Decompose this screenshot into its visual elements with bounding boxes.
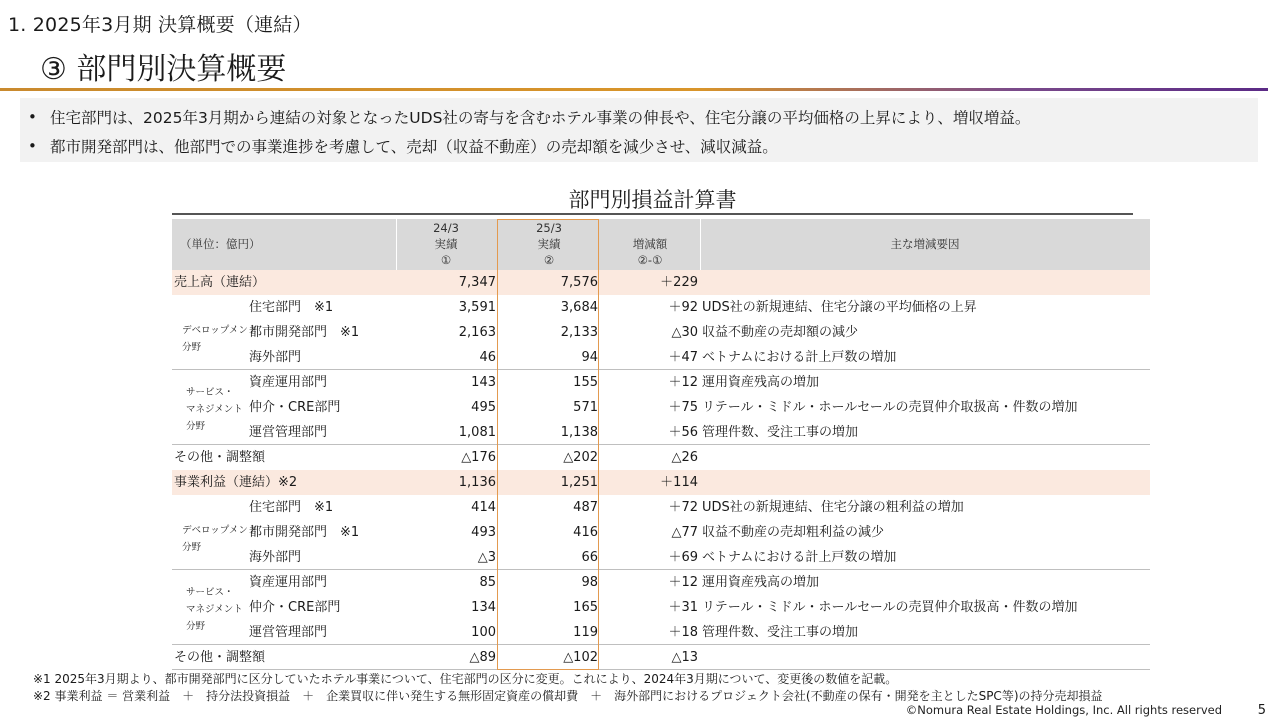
column-header-line: ② (543, 253, 555, 267)
value-diff: ＋47 (668, 350, 698, 365)
factor-text: 管理件数、受注工事の増加 (702, 625, 859, 640)
footnote-2: ※2 事業利益 ＝ 営業利益 ＋ 持分法投資損益 ＋ 企業買収に伴い発生する無形固定資産の償却費 ＋ 海外部門におけるプロジェクト会社(不動産の保有・開発を主としたSPC等)の持分売却損益 (33, 689, 1103, 703)
table-row (172, 320, 1150, 345)
value-2403: △3 (477, 550, 496, 565)
group-label-development (182, 522, 257, 556)
value-2403: 7,347 (458, 275, 496, 290)
row-label: 住宅部門 ※1 (249, 300, 334, 315)
value-2403: 100 (471, 625, 496, 640)
factor-text: リテール・ミドル・ホールセールの売買仲介取扱高・件数の増加 (702, 400, 1078, 415)
value-2503: 94 (581, 350, 598, 365)
value-2503: 165 (573, 600, 598, 615)
row-label: 資産運用部門 (249, 575, 328, 590)
column-header-line: ① (440, 253, 452, 267)
row-label: 運営管理部門 (249, 625, 328, 640)
value-2503: 2,133 (560, 325, 598, 340)
table-row (172, 545, 1150, 570)
column-header-line: 24/3 (433, 221, 459, 235)
group-label-line: サービス・ (186, 387, 234, 398)
row-label: 資産運用部門 (249, 375, 328, 390)
value-diff: △30 (671, 325, 698, 340)
table-row (172, 645, 1150, 670)
factor-text: 収益不動産の売却粗利益の減少 (702, 525, 885, 540)
factor-text: 管理件数、受注工事の増加 (702, 425, 859, 440)
row-label: 住宅部門 ※1 (249, 500, 334, 515)
value-2403: 2,163 (458, 325, 496, 340)
value-2503: 1,251 (560, 475, 598, 490)
footnote-1: ※1 2025年3月期より、都市開発部門に区分していたホテル事業について、住宅部門の区分に変更。これにより、2024年3月期について、変更後の数値を記載。 (33, 672, 898, 686)
value-diff: ＋75 (668, 400, 698, 415)
table-header (172, 219, 1150, 270)
row-label: 事業利益（連結）※2 (174, 475, 298, 490)
group-label-line: 分野 (182, 342, 202, 353)
value-2503: 66 (581, 550, 598, 565)
factor-text: リテール・ミドル・ホールセールの売買仲介取扱高・件数の増加 (702, 600, 1078, 615)
bullet-icon: • (28, 136, 37, 155)
value-2503: 571 (573, 400, 598, 415)
title-divider (0, 88, 1268, 91)
row-label: その他・調整額 (174, 450, 266, 465)
group-label-line: デベロップメント (182, 525, 258, 536)
factor-text: UDS社の新規連結、住宅分譲の平均価格の上昇 (702, 300, 977, 315)
value-diff: △77 (671, 525, 698, 540)
factor-text: 収益不動産の売却額の減少 (702, 325, 859, 340)
group-label-line: サービス・ (186, 587, 234, 598)
value-2503: 416 (573, 525, 598, 540)
page-number: 5 (1257, 703, 1266, 718)
value-2403: 1,081 (458, 425, 496, 440)
table-row (172, 570, 1150, 595)
group-label-line: デベロップメント (182, 325, 258, 336)
value-2503: 98 (581, 575, 598, 590)
copyright: ©Nomura Real Estate Holdings, Inc. All rights reserved (905, 703, 1222, 717)
group-label-service (186, 384, 243, 435)
section-label: 1. 2025年3月期 決算概要（連結） (8, 14, 312, 36)
page-title: ③ 部門別決算概要 (40, 52, 287, 87)
value-diff: ＋12 (668, 375, 698, 390)
group-label-line: 分野 (186, 421, 206, 432)
value-2403: 493 (471, 525, 496, 540)
row-label: 海外部門 (249, 350, 302, 365)
group-label-line: マネジメント (186, 404, 243, 415)
row-label: 都市開発部門 ※1 (249, 325, 360, 340)
table-row (172, 370, 1150, 395)
value-2503: △102 (563, 650, 598, 665)
value-diff: △13 (671, 650, 698, 665)
column-header-2403 (394, 220, 498, 268)
table-body (172, 270, 1150, 670)
column-header-line: 実績 (434, 237, 458, 251)
value-diff: ＋92 (668, 300, 698, 315)
summary-text: 住宅部門は、2025年3月期から連結の対象となったUDS社の寄与を含むホテル事業の伸長や、住宅分譲の平均価格の上昇により、増収増益。 (50, 108, 1031, 127)
factor-text: UDS社の新規連結、住宅分譲の粗利益の増加 (702, 500, 964, 515)
value-2403: 3,591 (458, 300, 496, 315)
table-title: 部門別損益計算書 (568, 188, 737, 212)
value-2403: 134 (471, 600, 496, 615)
row-label: 仲介・CRE部門 (249, 400, 341, 415)
value-2403: 1,136 (458, 475, 496, 490)
unit-label: （単位：億円） (180, 237, 261, 251)
row-label: 仲介・CRE部門 (249, 600, 341, 615)
value-2403: 85 (479, 575, 496, 590)
column-header-diff (600, 236, 700, 268)
summary-item (28, 102, 1258, 131)
group-label-line: 分野 (182, 542, 202, 553)
summary-box (20, 98, 1258, 162)
column-header-factors: 主な増減要因 (890, 237, 960, 251)
value-2503: 487 (573, 500, 598, 515)
value-2503: 3,684 (560, 300, 598, 315)
group-label-development (182, 322, 257, 356)
factor-text: ベトナムにおける計上戸数の増加 (702, 350, 897, 365)
value-2403: △89 (469, 650, 496, 665)
column-header-line: 実績 (537, 237, 561, 251)
value-2403: △176 (461, 450, 496, 465)
value-2403: 414 (471, 500, 496, 515)
row-label: 売上高（連結） (174, 275, 266, 290)
value-diff: ＋56 (668, 425, 698, 440)
value-2503: 119 (573, 625, 598, 640)
table-row (172, 395, 1150, 420)
header-divider (700, 219, 701, 270)
table-row (172, 620, 1150, 645)
footnotes (33, 671, 1103, 705)
header-divider (396, 219, 397, 270)
summary-item (28, 131, 1258, 160)
table-total-row (172, 270, 1150, 295)
value-diff: ＋18 (668, 625, 698, 640)
table-row (172, 520, 1150, 545)
column-header-line: 25/3 (536, 221, 562, 235)
table-row (172, 295, 1150, 320)
factor-text: 運用資産残高の増加 (702, 575, 820, 590)
value-diff: ＋69 (668, 550, 698, 565)
table-total-row (172, 470, 1150, 495)
table-row (172, 445, 1150, 470)
factor-text: 運用資産残高の増加 (702, 375, 820, 390)
value-2503: 7,576 (560, 275, 598, 290)
row-label: 運営管理部門 (249, 425, 328, 440)
column-header-line: 増減額 (632, 237, 668, 251)
value-diff: ＋31 (668, 600, 698, 615)
row-label: その他・調整額 (174, 650, 266, 665)
value-2503: 1,138 (560, 425, 598, 440)
value-2403: 143 (471, 375, 496, 390)
table-row (172, 495, 1150, 520)
value-2403: 46 (479, 350, 496, 365)
column-header-2503 (498, 220, 600, 268)
value-diff: △26 (671, 450, 698, 465)
table-row (172, 345, 1150, 370)
table-row (172, 595, 1150, 620)
factor-text: ベトナムにおける計上戸数の増加 (702, 550, 897, 565)
summary-text: 都市開発部門は、他部門での事業進捗を考慮して、売却（収益不動産）の売却額を減少させ、減収減益。 (50, 137, 778, 156)
value-2503: 155 (573, 375, 598, 390)
group-label-line: マネジメント (186, 604, 243, 615)
row-label: 都市開発部門 ※1 (249, 525, 360, 540)
table-title-underline (172, 213, 1133, 215)
bullet-icon: • (28, 107, 37, 126)
value-2503: △202 (563, 450, 598, 465)
value-2403: 495 (471, 400, 496, 415)
row-divider (172, 669, 1150, 670)
group-label-line: 分野 (186, 621, 206, 632)
table-row (172, 420, 1150, 445)
value-diff: ＋72 (668, 500, 698, 515)
value-diff: ＋12 (668, 575, 698, 590)
row-label: 海外部門 (249, 550, 302, 565)
group-label-service (186, 584, 243, 635)
value-diff: ＋229 (660, 275, 698, 290)
segment-pl-table (172, 219, 1150, 670)
value-diff: ＋114 (660, 475, 698, 490)
column-header-line: ②-① (637, 253, 663, 267)
